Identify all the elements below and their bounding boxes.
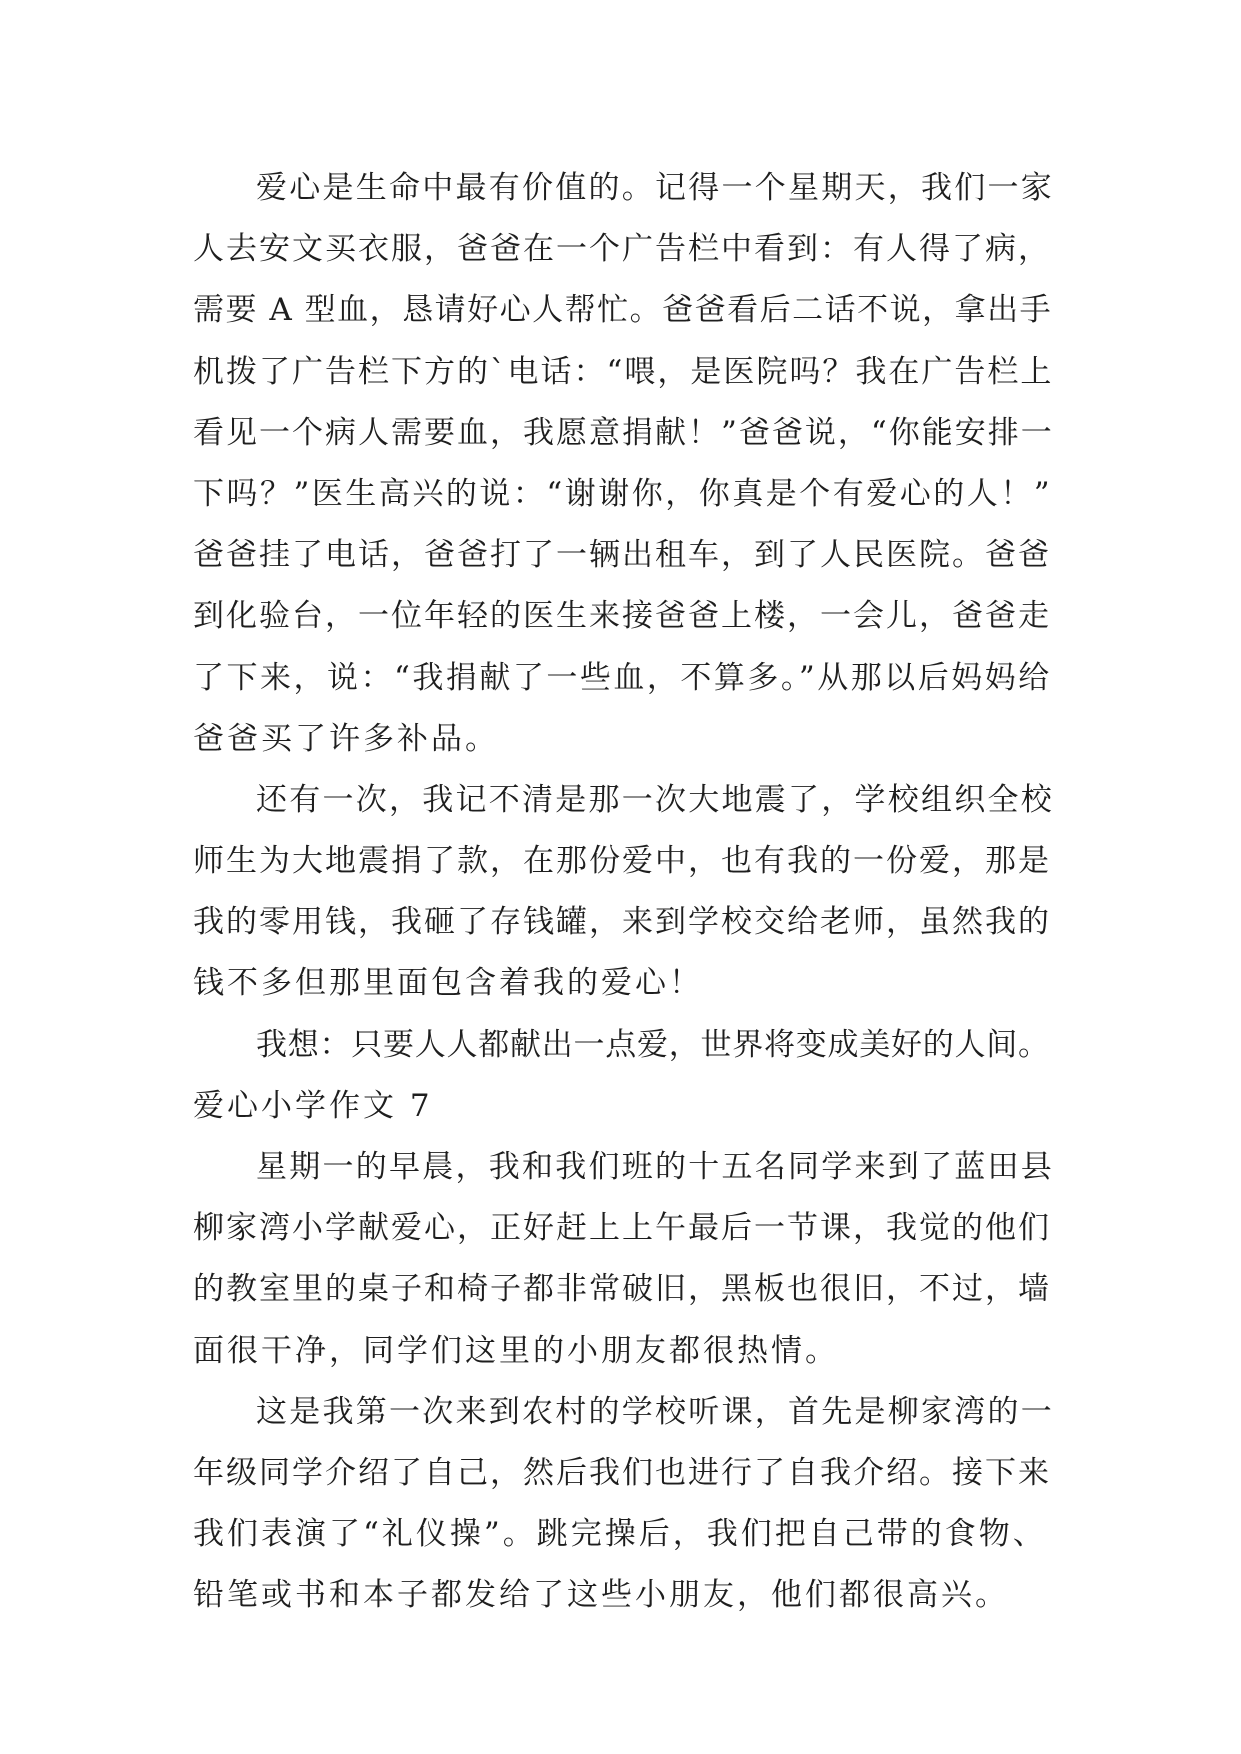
paragraph-4-line-4: 面很干净，同学们这里的小朋友都很热情。 — [193, 1332, 839, 1369]
paragraph-2-line-2: 师生为大地震捐了款，在那份爱中，也有我的一份爱，那是 — [193, 843, 1051, 880]
paragraph-2-line-1: 还有一次，我记不清是那一次大地震了，学校组织全校 — [256, 781, 1054, 818]
paragraph-1-line-2: 人去安文买衣服，爸爸在一个广告栏中看到：有人得了病， — [193, 231, 1051, 268]
paragraph-1-line-8: 到化验台，一位年轻的医生来接爸爸上楼，一会儿，爸爸走 — [193, 598, 1051, 635]
document-body — [193, 158, 1055, 1627]
paragraph-1-line-6: 下吗？”医生高兴的说：“谢谢你，你真是个有爱心的人！” — [193, 475, 1053, 512]
paragraph-1-line-1: 爱心是生命中最有价值的。记得一个星期天，我们一家 — [256, 170, 1054, 206]
paragraph-5-line-3: 我们表演了“礼仪操”。跳完操后，我们把自己带的食物、 — [193, 1516, 1047, 1553]
section-heading: 爱心小学作文 7 — [193, 1087, 433, 1124]
paragraph-1-line-4: 机拨了广告栏下方的`电话：“喂，是医院吗？我在广告栏上 — [193, 353, 1054, 390]
paragraph-1-line-10: 爸爸买了许多补品。 — [193, 720, 499, 757]
paragraph-5-line-2: 年级同学介绍了自己，然后我们也进行了自我介绍。接下来 — [193, 1454, 1051, 1491]
paragraph-2-line-3: 我的零用钱，我砸了存钱罐，来到学校交给老师，虽然我的 — [193, 904, 1051, 941]
paragraph-3-line-1: 我想：只要人人都献出一点爱，世界将变成美好的人间。 — [256, 1026, 1050, 1063]
paragraph-4-line-1: 星期一的早晨，我和我们班的十五名同学来到了蓝田县 — [256, 1149, 1054, 1185]
paragraph-5-line-1: 这是我第一次来到农村的学校听课，首先是柳家湾的一 — [256, 1393, 1054, 1430]
paragraph-1-line-7: 爸爸挂了电话，爸爸打了一辆出租车，到了人民医院。爸爸 — [193, 537, 1051, 574]
paragraph-5-line-4: 铅笔或书和本子都发给了这些小朋友，他们都很高兴。 — [193, 1577, 1009, 1614]
paragraph-1-line-5: 看见一个病人需要血，我愿意捐献！”爸爸说，“你能安排一 — [193, 414, 1054, 451]
paragraph-4-line-2: 柳家湾小学献爱心，正好赶上上午最后一节课，我觉的他们 — [193, 1210, 1051, 1247]
paragraph-1-line-3: 需要 A 型血，恳请好心人帮忙。爸爸看后二话不说，拿出手 — [193, 292, 1053, 329]
paragraph-2-line-4: 钱不多但那里面包含着我的爱心！ — [193, 965, 703, 1002]
paragraph-4-line-3: 的教室里的桌子和椅子都非常破旧，黑板也很旧，不过，墙 — [193, 1271, 1051, 1308]
paragraph-1-line-9: 了下来，说：“我捐献了一些血，不算多。”从那以后妈妈给 — [193, 659, 1052, 696]
